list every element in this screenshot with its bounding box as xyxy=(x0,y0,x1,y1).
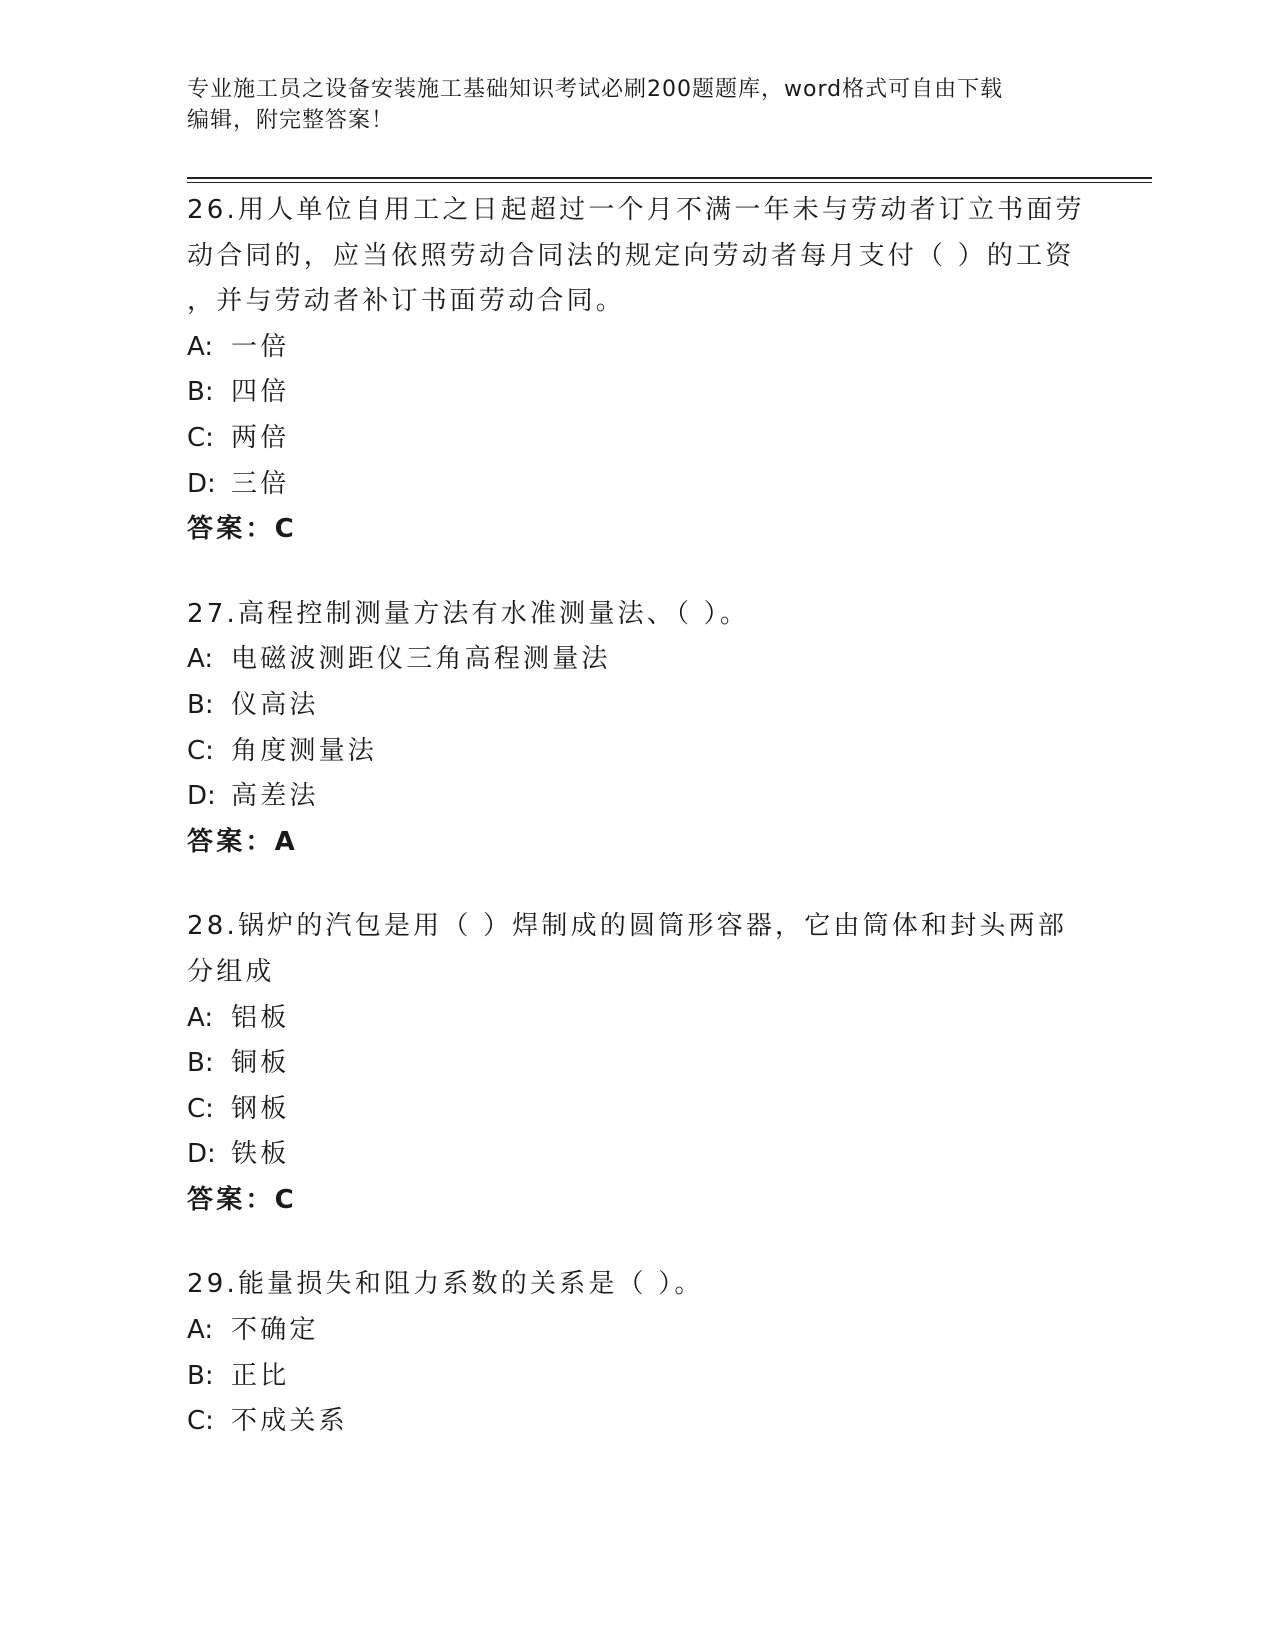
header-line: 专业施工员之设备安装施工基础知识考试必刷200题题库，word格式可自由下载 xyxy=(187,77,1004,102)
option-a xyxy=(187,1308,1087,1354)
option-d xyxy=(187,1132,1087,1178)
option-text: 两倍 xyxy=(231,422,290,453)
option-d xyxy=(187,774,1087,820)
option-letter: B: xyxy=(187,1360,214,1391)
option-a xyxy=(187,325,1087,371)
option-letter: D: xyxy=(187,781,216,812)
option-letter: A: xyxy=(187,331,214,362)
option-b xyxy=(187,1354,1087,1400)
answer-label: 答案：C xyxy=(187,1184,297,1215)
question-stem: 26.用人单位自用工之日起超过一个月不满一年未与劳动者订立书面劳 xyxy=(187,195,1085,225)
option-letter: D: xyxy=(187,1139,216,1170)
question-stem: ，并与劳动者补订书面劳动合同。 xyxy=(187,286,626,317)
option-text: 高差法 xyxy=(231,781,319,812)
option-letter: C: xyxy=(187,1406,214,1437)
option-letter: C: xyxy=(187,735,214,766)
question-26 xyxy=(187,188,1087,553)
document-header xyxy=(187,74,1067,136)
option-text: 一倍 xyxy=(231,331,290,362)
option-text: 电磁波测距仪三角高程测量法 xyxy=(231,644,611,675)
option-d xyxy=(187,462,1087,508)
question-29 xyxy=(187,1262,1087,1444)
question-28 xyxy=(187,904,1087,1223)
option-text: 不确定 xyxy=(231,1315,319,1346)
header-divider-thin xyxy=(187,182,1152,183)
question-list xyxy=(187,188,1087,1484)
question-stem: 28.锅炉的汽包是用（ ）焊制成的圆筒形容器，它由筒体和封头两部 xyxy=(187,911,1068,942)
option-letter: A: xyxy=(187,1315,214,1346)
option-text: 铝板 xyxy=(231,1002,290,1033)
option-letter: C: xyxy=(187,1093,214,1124)
option-a xyxy=(187,637,1087,683)
option-c xyxy=(187,416,1087,462)
question-27 xyxy=(187,592,1087,866)
option-c xyxy=(187,1087,1087,1133)
option-letter: B: xyxy=(187,1048,214,1079)
option-letter: A: xyxy=(187,1002,214,1033)
option-b xyxy=(187,370,1087,416)
option-text: 角度测量法 xyxy=(231,735,378,766)
option-letter: C: xyxy=(187,422,214,453)
option-text: 正比 xyxy=(231,1360,290,1391)
option-letter: A: xyxy=(187,644,214,675)
question-stem: 29.能量损失和阻力系数的关系是（ ）。 xyxy=(187,1269,704,1300)
option-text: 铜板 xyxy=(231,1048,290,1079)
question-stem: 27.高程控制测量方法有水准测量法、（ ）。 xyxy=(187,598,750,629)
option-text: 不成关系 xyxy=(231,1406,348,1437)
option-letter: D: xyxy=(187,468,216,499)
option-b xyxy=(187,1041,1087,1087)
option-a xyxy=(187,996,1087,1042)
option-text: 仪高法 xyxy=(231,689,319,720)
option-text: 铁板 xyxy=(231,1139,290,1170)
option-c xyxy=(187,729,1087,775)
header-divider xyxy=(187,177,1152,179)
option-letter: B: xyxy=(187,689,214,720)
option-c xyxy=(187,1399,1087,1445)
option-text: 钢板 xyxy=(231,1093,290,1124)
option-b xyxy=(187,683,1087,729)
answer-label: 答案：A xyxy=(187,826,298,857)
option-text: 三倍 xyxy=(231,468,290,499)
option-letter: B: xyxy=(187,377,214,408)
question-stem: 分组成 xyxy=(187,956,275,987)
question-stem: 动合同的，应当依照劳动合同法的规定向劳动者每月支付（ ）的工资 xyxy=(187,240,1075,271)
answer-label: 答案：C xyxy=(187,514,297,545)
option-text: 四倍 xyxy=(231,377,290,408)
header-line: 编辑，附完整答案！ xyxy=(187,108,395,133)
